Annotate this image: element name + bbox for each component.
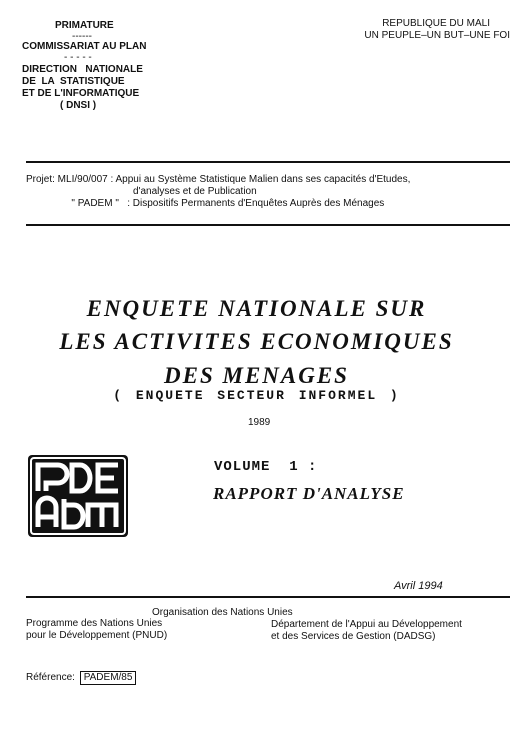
header-left-block [22,20,192,112]
reference [26,671,136,685]
dadsg-line1: Département de l'Appui au Développement [271,619,462,630]
header-right-block [300,18,510,42]
pnud-line1: Programme des Nations Unies [26,618,163,629]
top-rule [26,161,510,163]
main-title-line1: ENQUETE NATIONALE SUR [86,296,427,321]
separator: - - - - - [64,52,92,63]
commissariat-label: COMMISSARIAT AU PLAN [22,41,147,52]
publication-date: Avril 1994 [394,580,443,592]
reference-value: PADEM/85 [80,671,137,685]
project-rule [26,224,510,226]
main-title-line3: DES MENAGES [164,363,349,388]
project-block [26,174,510,210]
dadsg-line2: et des Services de Gestion (DADSG) [271,631,436,642]
project-description: Appui au Système Statistique Malien dans ses capacités d'Etudes, [115,174,411,185]
separator: ------ [72,31,92,42]
main-title-line2: LES ACTIVITES ECONOMIQUES [59,329,454,354]
year: 1989 [248,417,271,428]
footer-rule [26,596,510,598]
padem-logo [28,455,128,537]
pnud-line2: pour le Développement (PNUD) [26,630,168,641]
country-name: REPUBLIQUE DU MALI [382,18,490,29]
footer-right [271,619,462,643]
padem-logo-icon [28,455,128,537]
subtitle: ( ENQUETE SECTEUR INFORMEL ) [113,388,400,403]
footer-left [26,618,167,642]
project-description-cont: d'analyses et de Publication [133,186,257,197]
project-code-label: Projet: MLI/90/007 : [26,174,114,185]
direction-line: DE LA STATISTIQUE [22,76,125,87]
country-motto: UN PEUPLE–UN BUT–UNE FOI [364,30,510,41]
reference-label: Référence: [26,672,75,683]
direction-acronym: ( DNSI ) [60,100,97,111]
volume-label: VOLUME 1 : [214,459,318,475]
volume-title: RAPPORT D'ANALYSE [213,484,405,503]
org-name: Organisation des Nations Unies [152,607,293,618]
primature-label: PRIMATURE [55,20,114,31]
padem-description: Dispositifs Permanents d'Enquêtes Auprès des Ménages [132,198,385,209]
padem-label: " PADEM " : [71,198,130,209]
direction-line: ET DE L'INFORMATIQUE [22,88,140,99]
direction-line: DIRECTION NATIONALE [22,64,143,75]
